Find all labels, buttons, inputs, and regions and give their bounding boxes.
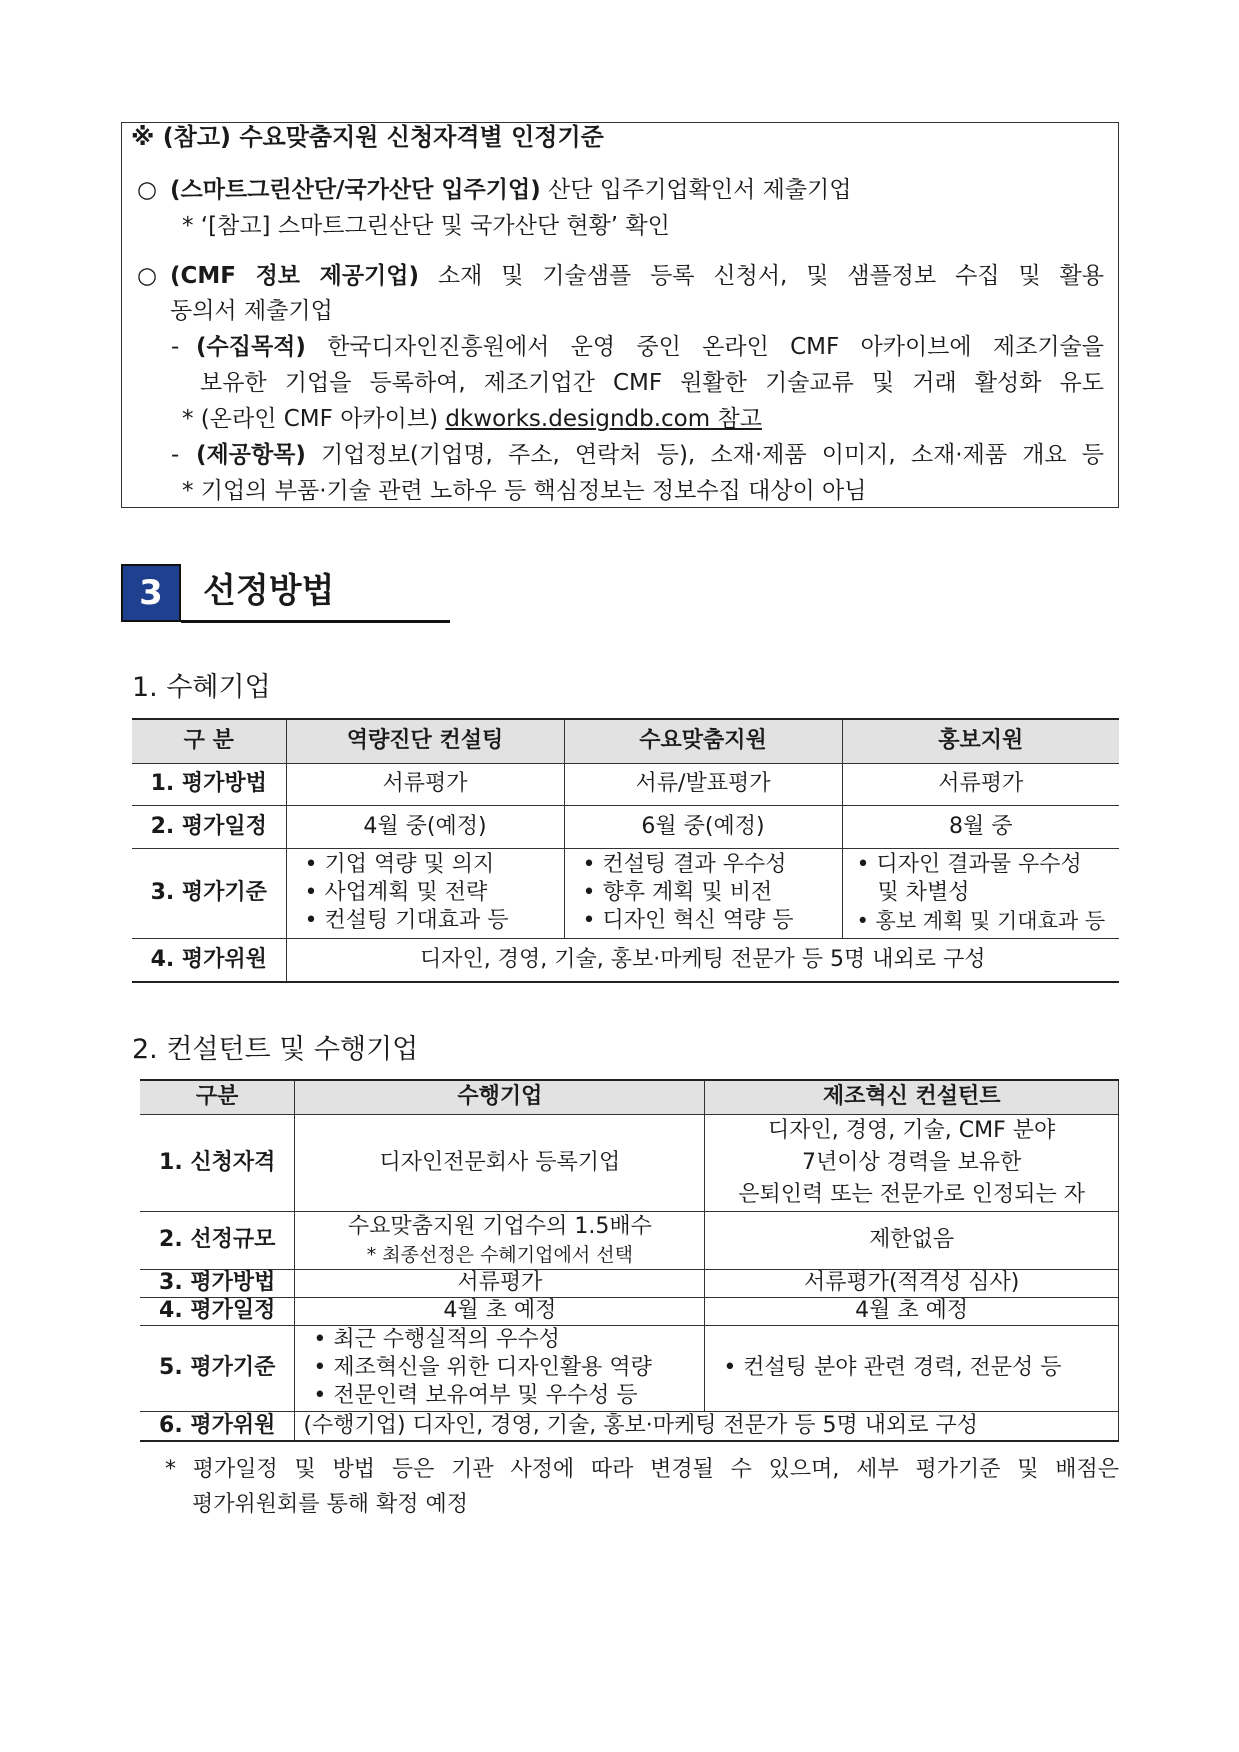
table-cell: 제한없음 xyxy=(705,1211,1119,1269)
table-cell: 서류평가 xyxy=(286,763,564,805)
table-cell: 8월 중 xyxy=(842,805,1119,848)
criteria-item: 및 차별성 xyxy=(856,880,970,905)
criteria-item: • 전문인력 보유여부 및 우수성 등 xyxy=(313,1383,638,1408)
reference-item-2-text-cont: 동의서 제출기업 xyxy=(170,298,333,324)
bullet-circle: ○ xyxy=(137,263,158,289)
table-row xyxy=(132,805,1119,848)
provided-items-label: (제공항목) xyxy=(196,442,306,468)
table-cell xyxy=(705,1114,1119,1211)
table-row xyxy=(140,1269,1119,1297)
reference-item-1-note: * ‘[참고] 스마트그린산단 및 국가산단 현황’ 확인 xyxy=(182,213,670,239)
collection-purpose-label: (수집목적) xyxy=(196,334,306,360)
table-cell: 서류평가 xyxy=(842,763,1119,805)
row-label: 4. 평가일정 xyxy=(140,1297,295,1325)
subsection-title-consultants: 2. 컨설턴트 및 수행기업 xyxy=(132,1034,419,1065)
collection-purpose-cont: 보유한 기업을 등록하여, 제조기업간 CMF 원활한 기술교류 및 거래 활성화 유도 xyxy=(200,370,1104,396)
column-header: 수요맞춤지원 xyxy=(564,719,842,763)
table-cell xyxy=(295,1211,705,1269)
reference-title: ※ (참고) 수요맞춤지원 신청자격별 인정기준 xyxy=(131,123,604,151)
section-title: 선정방법 xyxy=(203,571,335,611)
provided-items-text: 기업정보(기업명, 주소, 연락처 등), 소재·제품 이미지, 소재·제품 개요 등 xyxy=(305,442,1104,468)
table-cell: (수행기업) 디자인, 경영, 기술, 홍보·마케팅 전문가 등 5명 내외로 구성 xyxy=(295,1411,1119,1441)
table-row xyxy=(140,1114,1119,1211)
criteria-item: • 디자인 혁신 역량 등 xyxy=(582,908,794,933)
row-label: 3. 평가기준 xyxy=(132,848,286,938)
section-number: 3 xyxy=(121,564,181,622)
criteria-item: • 제조혁신을 위한 디자인활용 역량 xyxy=(313,1355,652,1380)
bullet-circle: ○ xyxy=(137,177,158,203)
consultant-table xyxy=(140,1079,1119,1442)
row-label: 2. 선정규모 xyxy=(140,1211,295,1269)
criteria-item: • 컨설팅 결과 우수성 xyxy=(582,852,787,877)
table-row xyxy=(140,1297,1119,1325)
criteria-cell xyxy=(842,848,1119,938)
archive-note-prefix: * (온라인 CMF 아카이브) xyxy=(182,406,446,432)
criteria-item: • 디자인 결과물 우수성 xyxy=(856,852,1082,877)
row-label: 1. 신청자격 xyxy=(140,1114,295,1211)
archive-link[interactable]: dkworks.designdb.com 참고 xyxy=(445,406,762,432)
footnote-line-2: 평가위원회를 통해 확정 예정 xyxy=(192,1492,469,1517)
criteria-cell xyxy=(286,848,564,938)
reference-item-2 xyxy=(170,261,1104,291)
provided-items xyxy=(196,440,1104,470)
column-header: 제조혁신 컨설턴트 xyxy=(705,1080,1119,1114)
collection-purpose xyxy=(196,332,1104,362)
table-header-row xyxy=(140,1080,1119,1114)
criteria-cell xyxy=(564,848,842,938)
criteria-item: • 기업 역량 및 의지 xyxy=(304,852,495,877)
reference-item-1 xyxy=(170,175,851,205)
criteria-item: • 사업계획 및 전략 xyxy=(304,880,488,905)
row-label: 2. 평가일정 xyxy=(132,805,286,848)
section-underline xyxy=(181,620,450,623)
criteria-item: • 향후 계획 및 비전 xyxy=(582,880,773,905)
row-label: 4. 평가위원 xyxy=(132,938,286,982)
table-cell: • 컨설팅 분야 관련 경력, 전문성 등 xyxy=(705,1325,1119,1411)
criteria-cell xyxy=(295,1325,705,1411)
row-label: 5. 평가기준 xyxy=(140,1325,295,1411)
selection-scale: 수요맞춤지원 기업수의 1.5배수 xyxy=(347,1214,652,1239)
table-cell: 서류평가(적격성 심사) xyxy=(705,1269,1119,1297)
table-cell: 4월 중(예정) xyxy=(286,805,564,848)
provided-items-note: * 기업의 부품·기술 관련 노하우 등 핵심정보는 정보수집 대상이 아님 xyxy=(182,478,867,504)
table-row xyxy=(132,938,1119,982)
row-label: 6. 평가위원 xyxy=(140,1411,295,1441)
column-header: 수행기업 xyxy=(295,1080,705,1114)
reference-item-2-text: 소재 및 기술샘플 등록 신청서, 및 샘플정보 수집 및 활용 xyxy=(418,263,1104,289)
table-header-row xyxy=(132,719,1119,763)
table-cell: 서류평가 xyxy=(295,1269,705,1297)
qualification-line: 7년이상 경력을 보유한 xyxy=(802,1149,1022,1175)
criteria-item: • 홍보 계획 및 기대효과 등 xyxy=(856,909,1106,933)
table-cell: 4월 초 예정 xyxy=(295,1297,705,1325)
row-label: 3. 평가방법 xyxy=(140,1269,295,1297)
archive-note xyxy=(182,404,762,434)
table-cell: 4월 초 예정 xyxy=(705,1297,1119,1325)
qualification-line: 은퇴인력 또는 전문가로 인정되는 자 xyxy=(738,1181,1086,1207)
row-label: 1. 평가방법 xyxy=(132,763,286,805)
collection-purpose-text: 한국디자인진흥원에서 운영 중인 온라인 CMF 아카이브에 제조기술을 xyxy=(305,334,1104,360)
column-header: 홍보지원 xyxy=(842,719,1119,763)
table-cell: 디자인전문회사 등록기업 xyxy=(295,1114,705,1211)
table-row xyxy=(140,1211,1119,1269)
column-header: 구분 xyxy=(140,1080,295,1114)
table-row xyxy=(140,1325,1119,1411)
reference-item-1-text: 산단 입주기업확인서 제출기업 xyxy=(540,177,852,203)
table-row xyxy=(140,1411,1119,1441)
dash-marker: - xyxy=(171,334,180,360)
reference-item-2-label: (CMF 정보 제공기업) xyxy=(170,263,419,289)
dash-marker: - xyxy=(171,442,180,468)
table-row xyxy=(132,848,1119,938)
qualification-line: 디자인, 경영, 기술, CMF 분야 xyxy=(768,1117,1056,1143)
table-row xyxy=(132,763,1119,805)
beneficiary-table xyxy=(132,718,1119,983)
criteria-item: • 최근 수행실적의 우수성 xyxy=(313,1327,560,1352)
selection-scale-note: * 최종선정은 수혜기업에서 선택 xyxy=(366,1244,633,1266)
reference-item-1-label: (스마트그린산단/국가산단 입주기업) xyxy=(170,177,541,203)
subsection-title-beneficiaries: 1. 수혜기업 xyxy=(132,672,271,703)
footnote-line-1: * 평가일정 및 방법 등은 기관 사정에 따라 변경될 수 있으며, 세부 평가기준 및 배점은 xyxy=(165,1457,1119,1482)
column-header: 구 분 xyxy=(132,719,286,763)
criteria-item: • 컨설팅 기대효과 등 xyxy=(304,908,509,933)
column-header: 역량진단 컨설팅 xyxy=(286,719,564,763)
table-cell: 디자인, 경영, 기술, 홍보·마케팅 전문가 등 5명 내외로 구성 xyxy=(286,938,1119,982)
table-cell: 6월 중(예정) xyxy=(564,805,842,848)
table-cell: 서류/발표평가 xyxy=(564,763,842,805)
